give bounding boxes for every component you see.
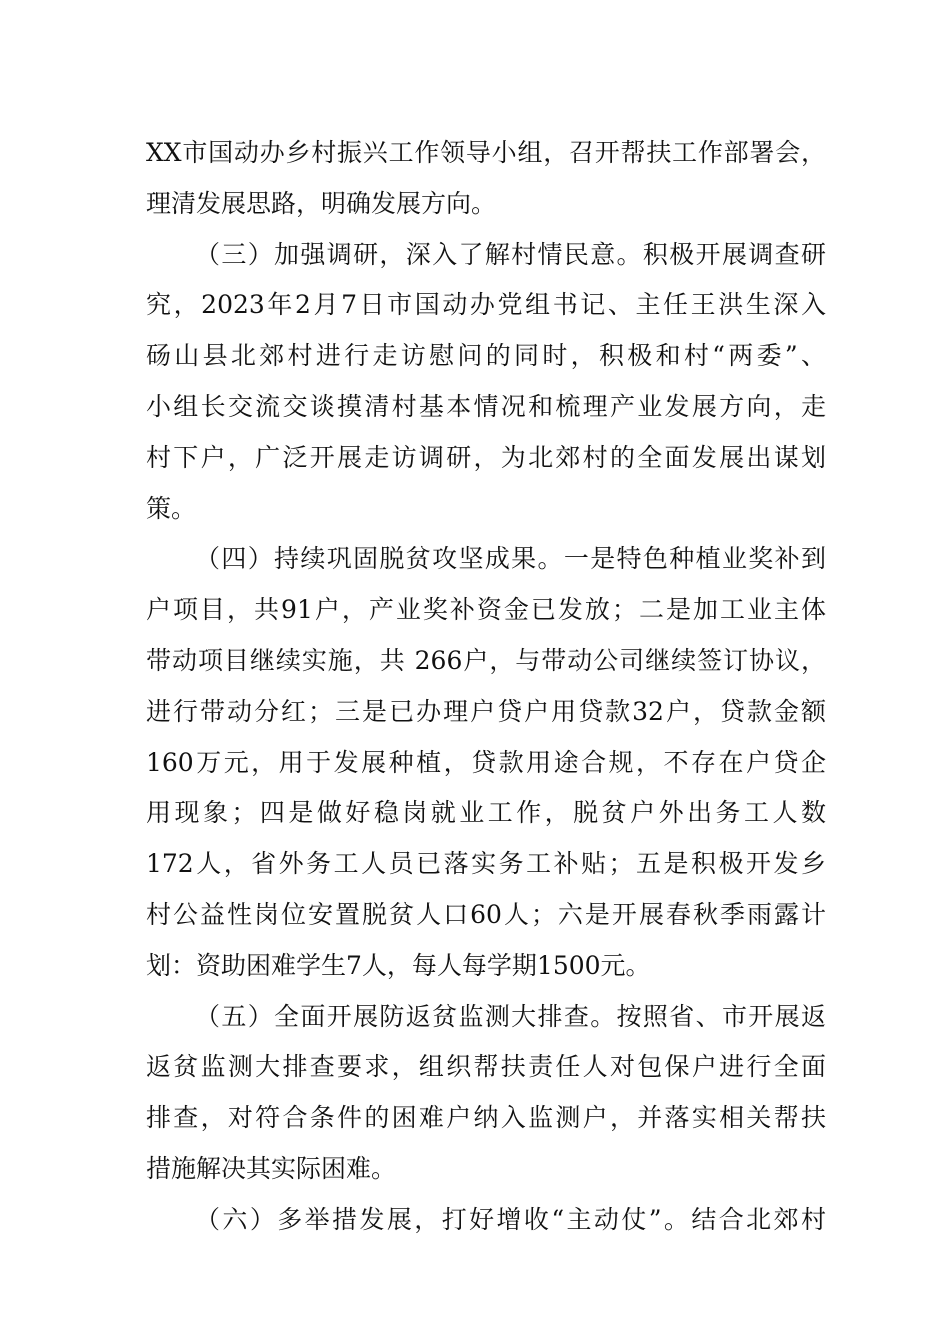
text-line: 划：资助困难学生7人，每人每学期1500元。: [146, 950, 651, 980]
text-line: 带动项目继续实施，共 266户，与带动公司继续签订协议，: [146, 645, 826, 675]
text-line: 户项目，共91户，产业奖补资金已发放；二是加工业主体: [146, 595, 826, 625]
text-line: 小组长交流交谈摸清村基本情况和梳理产业发展方向，走: [146, 391, 826, 421]
text-line: 160万元，用于发展种植，贷款用途合规，不存在户贷企: [146, 747, 826, 777]
section-heading-line: （五）全面开展防返贫监测大排查。按照省、市开展返: [195, 1001, 826, 1031]
text-line: 排查，对符合条件的困难户纳入监测户，并落实相关帮扶: [146, 1103, 826, 1133]
text-line: 进行带动分红；三是已办理户贷户用贷款32户，贷款金额: [146, 696, 826, 726]
text-line: 理清发展思路，明确发展方向。: [146, 188, 497, 218]
text-line: XX市国动办乡村振兴工作领导小组，召开帮扶工作部署会，: [146, 138, 826, 167]
text-line: 策。: [146, 493, 197, 523]
body-text: [146, 128, 826, 1246]
text-line: 用现象；四是做好稳岗就业工作，脱贫户外出务工人数: [146, 798, 826, 828]
section-heading-line: （三）加强调研，深入了解村情民意。积极开展调查研: [195, 239, 826, 269]
text-line: 究，2023年2月7日市国动办党组书记、主任王洪生深入: [146, 290, 826, 320]
text-line: 172人，省外务工人员已落实务工补贴；五是积极开发乡: [146, 849, 826, 879]
text-line: 措施解决其实际困难。: [146, 1153, 397, 1183]
section-heading-line: （四）持续巩固脱贫攻坚成果。一是特色种植业奖补到: [195, 544, 826, 574]
section-heading-line: （六）多举措发展，打好增收“主动仗”。结合北郊村: [195, 1204, 826, 1234]
text-line: 砀山县北郊村进行走访慰问的同时，积极和村“两委”、: [146, 341, 826, 371]
text-line: 村下户，广泛开展走访调研，为北郊村的全面发展出谋划: [146, 442, 826, 472]
text-line: 返贫监测大排查要求，组织帮扶责任人对包保户进行全面: [146, 1052, 826, 1082]
text-line: 村公益性岗位安置脱贫人口60人；六是开展春秋季雨露计: [146, 899, 826, 929]
